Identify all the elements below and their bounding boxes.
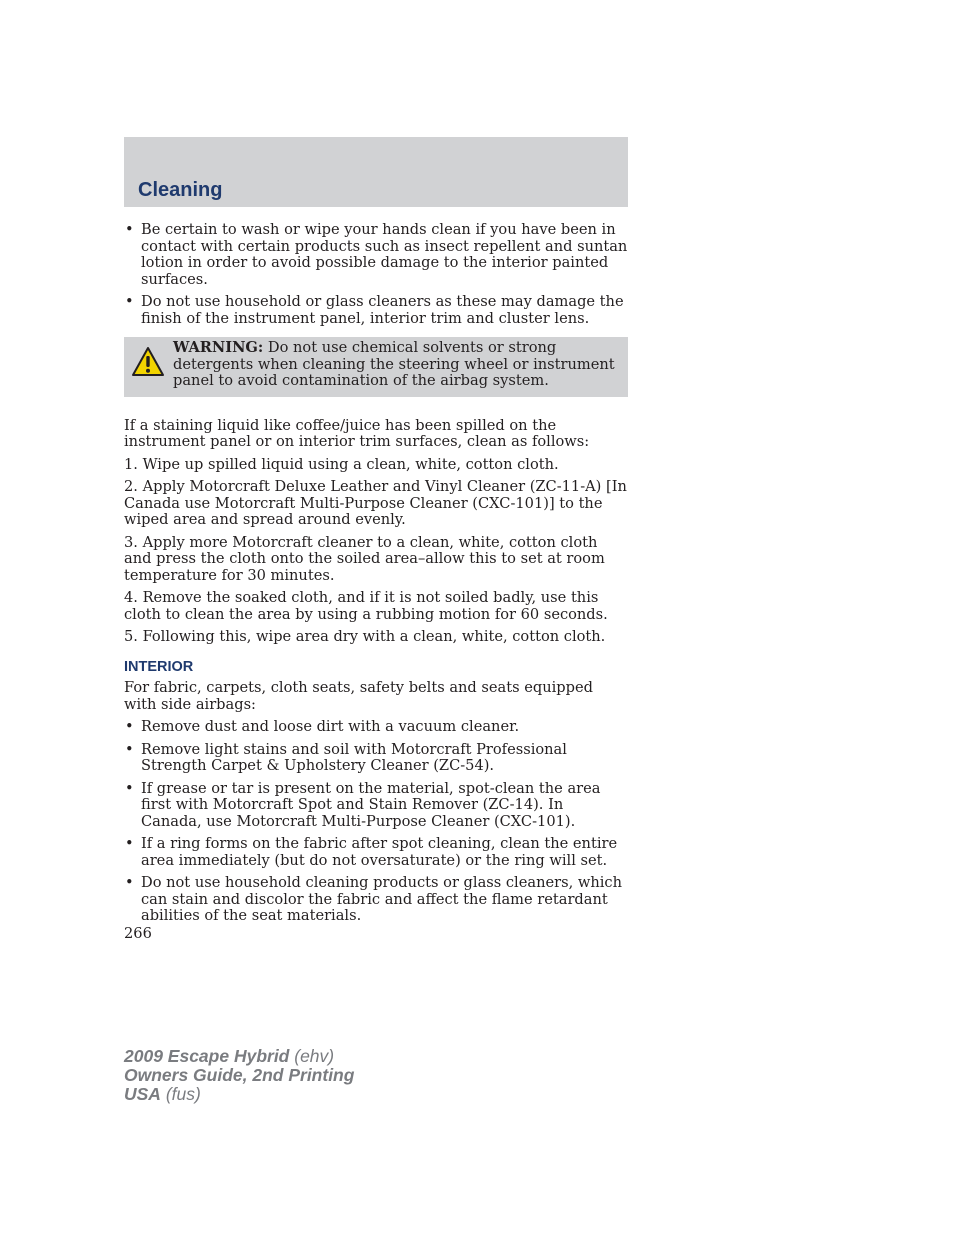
bullet-icon: • [125,874,134,891]
section-header-band [124,137,628,207]
list-item: • Do not use household or glass cleaners as these may damage the finish of the instrument panel, interior trim and cluster lens. [125,293,624,327]
interior-heading: INTERIOR [124,658,194,675]
top-bullet-list [124,222,628,327]
footer-line-guide: Owners Guide, 2nd Printing [124,1065,355,1085]
bullet-icon: • [125,718,134,735]
list-item: • Be certain to wash or wipe your hands clean if you have been in contact with certain products such as insect repellent and suntan lotion in order to avoid possible damage to the interior painted surfaces. [125,221,628,288]
page-number: 266 [124,925,152,942]
list-item: • If grease or tar is present on the material, spot-clean the area first with Motorcraft Spot and Stain Remover (ZC-14). In Canada, use Motorcraft Multi-Purpose Cleaner (CXC-101). [125,779,601,830]
interior-bullet-list [124,719,628,925]
interior-intro: For fabric, carpets, cloth seats, safety belts and seats equipped with side airbags: [124,679,593,713]
warning-text: Do not use chemical solvents or strong detergents when cleaning the steering wheel or instrument panel to avoid contamination of the airbag system. [173,339,615,389]
bullet-icon: • [125,835,134,852]
footer-line-model: 2009 Escape Hybrid (ehv) [124,1046,335,1066]
bullet-icon: • [125,221,134,238]
stain-intro: If a staining liquid like coffee/juice has been spilled on the instrument panel or on interior trim surfaces, clean as follows: [124,416,590,450]
warning-label: WARNING: [173,339,264,356]
list-item: • Remove dust and loose dirt with a vacuum cleaner. [125,718,520,735]
step-item: 1. Wipe up spilled liquid using a clean, white, cotton cloth. [124,455,559,473]
bullet-icon: • [125,779,134,797]
warning-triangle-icon [131,346,165,378]
section-title: Cleaning [138,179,223,201]
list-item: • If a ring forms on the fabric after spot cleaning, clean the entire area immediately (but do not oversaturate) or the ring will set. [125,835,618,869]
warning-box [124,337,628,397]
list-item: • Remove light stains and soil with Motorcraft Professional Strength Carpet & Upholstery Cleaner (ZC-54). [125,740,567,774]
footer-imprint [124,1047,354,1104]
list-item: • Do not use household cleaning products or glass cleaners, which can stain and discolor the fabric and affect the flame retardant abilities of the seat materials. [125,874,622,924]
step-item: 5. Following this, wipe area dry with a clean, white, cotton cloth. [124,628,606,645]
step-item: 4. Remove the soaked cloth, and if it is not soiled badly, use this cloth to clean the area by using a rubbing motion for 60 seconds. [124,589,608,623]
footer-line-region: USA (fus) [124,1084,201,1104]
bullet-icon: • [125,293,134,310]
bullet-icon: • [125,740,134,758]
step-item: 2. Apply Motorcraft Deluxe Leather and Vinyl Cleaner (ZC-11-A) [In Canada use Motorcraft Multi-Purpose Cleaner (CXC-101)] to the wiped area and spread around evenly. [124,478,627,528]
step-item: 3. Apply more Motorcraft cleaner to a clean, white, cotton cloth and press the cloth onto the soiled area–allow this to set at room temperature for 30 minutes. [124,533,605,584]
page-content [124,222,628,931]
